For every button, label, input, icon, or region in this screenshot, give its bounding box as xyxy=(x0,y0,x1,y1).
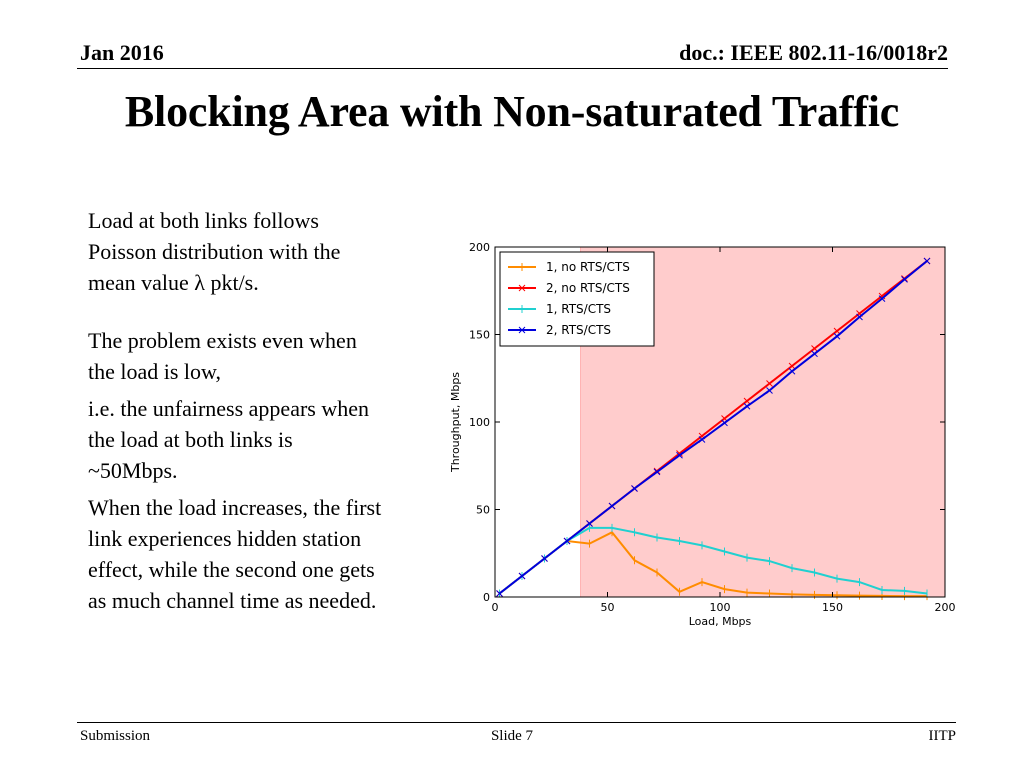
header-divider xyxy=(77,68,948,69)
body-text xyxy=(88,205,438,616)
p4-line-2: link experiences hidden station xyxy=(88,526,362,551)
paragraph-3 xyxy=(88,393,438,486)
x-tick-label: 0 xyxy=(491,601,499,614)
y-tick-label: 100 xyxy=(469,416,490,429)
p3-line-1: i.e. the unfairness appears when xyxy=(88,396,370,421)
x-axis-label: Load, Mbps xyxy=(688,615,752,628)
x-tick-label: 50 xyxy=(600,601,615,614)
x-tick-label: 200 xyxy=(934,601,956,614)
x-tick-label: 150 xyxy=(822,601,843,614)
paragraph-2 xyxy=(88,325,438,387)
p3-line-2: the load at both links is xyxy=(88,427,293,452)
p1-line-2: Poisson distribution with the xyxy=(88,239,341,264)
throughput-chart xyxy=(440,228,960,638)
p2-line-1: The problem exists even when xyxy=(88,328,357,353)
header-document-id: doc.: IEEE 802.11-16/0018r2 xyxy=(679,40,948,65)
legend-label: 1, RTS/CTS xyxy=(546,302,612,316)
footer-submission: Submission xyxy=(80,728,151,744)
footer-slide-number: Slide 7 xyxy=(490,728,534,744)
footer-organization: IITP xyxy=(928,728,956,744)
p4-line-4: as much channel time as needed. xyxy=(88,588,377,613)
y-tick-label: 200 xyxy=(469,241,490,254)
paragraph-4 xyxy=(88,492,438,616)
legend-label: 2, no RTS/CTS xyxy=(546,281,630,295)
legend-label: 2, RTS/CTS xyxy=(546,323,612,337)
paragraph-1 xyxy=(88,205,438,298)
p1-line-1: Load at both links follows xyxy=(88,208,319,233)
y-tick-label: 50 xyxy=(476,503,490,517)
y-tick-label: 0 xyxy=(483,591,490,604)
legend-label: 1, no RTS/CTS xyxy=(546,260,630,274)
y-axis-label: Throughput, Mbps xyxy=(449,371,462,473)
p4-line-3: effect, while the second one gets xyxy=(88,557,375,582)
y-tick-label: 150 xyxy=(469,328,490,342)
footer-divider xyxy=(77,722,956,723)
p1-line-3: mean value λ pkt/s. xyxy=(88,270,259,295)
x-tick-label: 100 xyxy=(709,601,731,614)
p4-line-1: When the load increases, the first xyxy=(88,495,382,520)
p2-line-2: the load is low, xyxy=(88,359,221,384)
p3-line-3: ~50Mbps. xyxy=(88,458,178,483)
slide-title: Blocking Area with Non-saturated Traffic xyxy=(124,87,900,136)
header-date: Jan 2016 xyxy=(80,40,164,65)
chart-legend xyxy=(500,252,654,346)
